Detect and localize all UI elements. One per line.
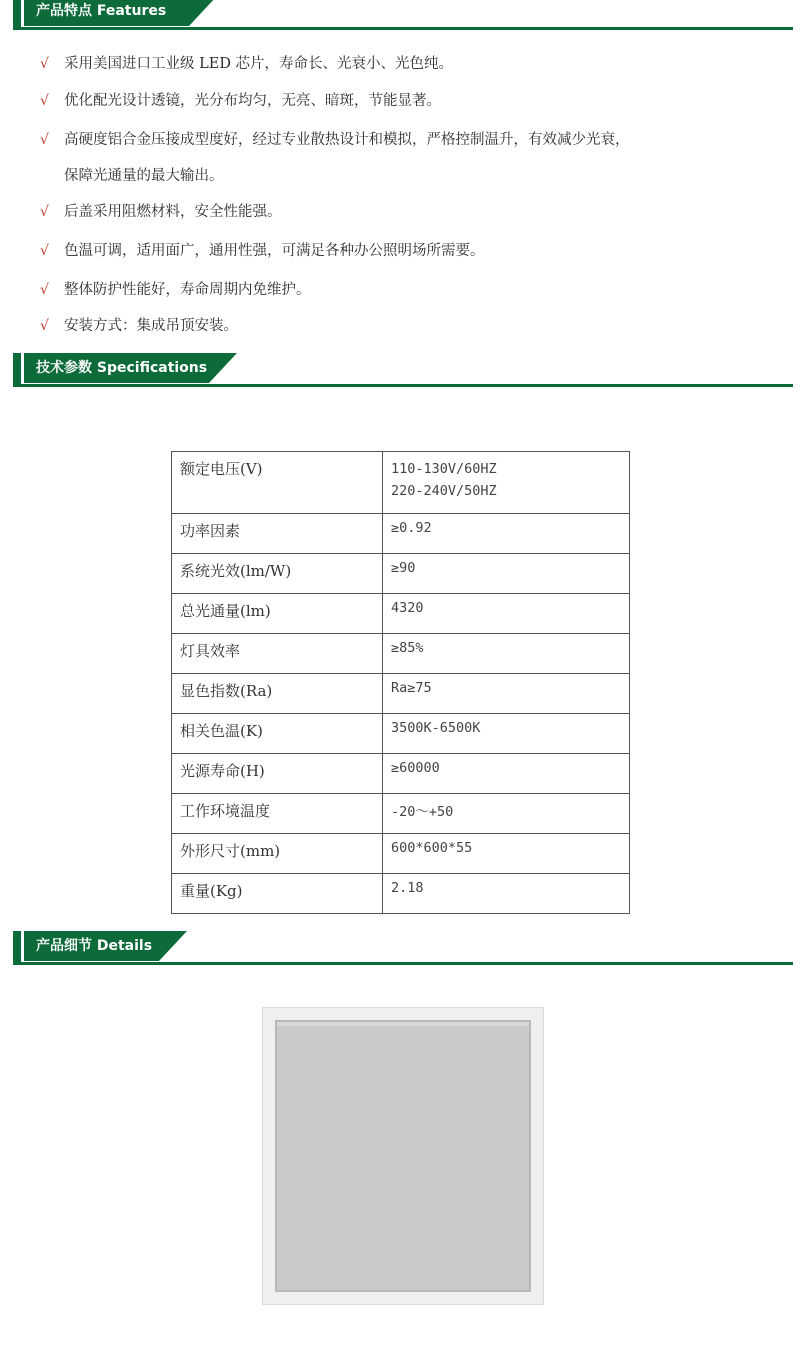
feature-item-continued: 保障光通量的最大输出。 [64, 168, 224, 184]
table-row [172, 834, 630, 874]
header-underline [21, 962, 793, 965]
panel-diffuser [275, 1020, 531, 1292]
spec-value: 3500K-6500K [383, 714, 630, 754]
spec-key: 外形尺寸(mm) [172, 834, 383, 874]
specs-header [0, 353, 800, 387]
spec-key: 系统光效(lm/W) [172, 554, 383, 594]
details-header [0, 931, 800, 965]
spec-key: 额定电压(V) [172, 452, 383, 514]
spec-table [171, 451, 630, 914]
check-icon: √ [40, 282, 49, 298]
check-icon: √ [40, 56, 49, 72]
header-underline [21, 384, 793, 387]
table-row [172, 554, 630, 594]
header-underline [21, 27, 793, 30]
feature-item: √ 色温可调，适用面广，通用性强，可满足各种办公照明场所需要。 [40, 239, 485, 263]
spec-key: 显色指数(Ra) [172, 674, 383, 714]
spec-value: ≥0.92 [383, 514, 630, 554]
check-icon: √ [40, 132, 49, 148]
table-row [172, 794, 630, 834]
spec-value: 110-130V/60HZ 220-240V/50HZ [383, 452, 630, 514]
product-panel-image [262, 1007, 544, 1305]
table-row [172, 452, 630, 514]
feature-item: √ 安装方式：集成吊顶安装。 [40, 314, 238, 338]
spec-value: 600*600*55 [383, 834, 630, 874]
check-icon: √ [40, 93, 49, 109]
specs-title: 技术参数 Specifications [24, 353, 209, 383]
table-row [172, 594, 630, 634]
features-header [0, 0, 800, 30]
feature-item: √ 优化配光设计透镜，光分布均匀，无亮、暗斑，节能显著。 [40, 89, 441, 113]
table-row [172, 634, 630, 674]
spec-key: 灯具效率 [172, 634, 383, 674]
feature-item: √ 后盖采用阻燃材料，安全性能强。 [40, 200, 282, 224]
table-row [172, 754, 630, 794]
table-row [172, 514, 630, 554]
header-accent-bar [13, 0, 21, 30]
spec-value: ≥60000 [383, 754, 630, 794]
check-icon: √ [40, 204, 49, 220]
features-title: 产品特点 Features [24, 0, 189, 26]
feature-item: √ 高硬度铝合金压接成型度好，经过专业散热设计和模拟，严格控制温升，有效减少光衰， [40, 128, 800, 152]
spec-key: 光源寿命(H) [172, 754, 383, 794]
spec-value: -20～+50 [383, 794, 630, 834]
spec-key: 工作环境温度 [172, 794, 383, 834]
details-title: 产品细节 Details [24, 931, 159, 961]
spec-value: ≥85% [383, 634, 630, 674]
check-icon: √ [40, 318, 49, 334]
spec-value: ≥90 [383, 554, 630, 594]
table-row [172, 874, 630, 914]
spec-key: 功率因素 [172, 514, 383, 554]
spec-key: 相关色温(K) [172, 714, 383, 754]
spec-value: Ra≥75 [383, 674, 630, 714]
spec-value: 2.18 [383, 874, 630, 914]
spec-value: 4320 [383, 594, 630, 634]
feature-item: √ 整体防护性能好，寿命周期内免维护。 [40, 278, 311, 302]
header-accent-bar [13, 353, 21, 387]
check-icon: √ [40, 243, 49, 259]
spec-key: 重量(Kg) [172, 874, 383, 914]
header-accent-bar [13, 931, 21, 965]
table-row [172, 714, 630, 754]
feature-item: √ 采用美国进口工业级 LED 芯片，寿命长、光衰小、光色纯。 [40, 52, 453, 76]
spec-key: 总光通量(lm) [172, 594, 383, 634]
table-row [172, 674, 630, 714]
